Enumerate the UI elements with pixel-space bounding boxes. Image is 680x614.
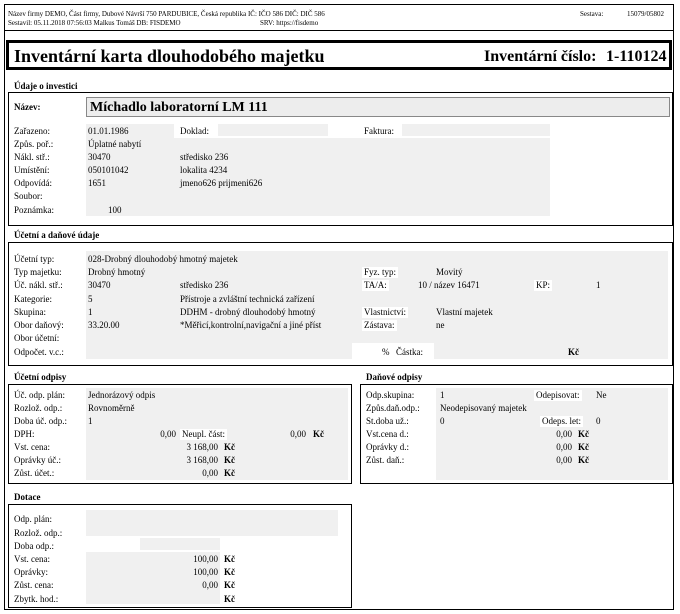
uc-plan-label: Úč. odp. plán: (14, 390, 65, 400)
dotace-fill-doba (140, 538, 220, 550)
fyz-value: Movitý (436, 267, 463, 277)
uc-opravky-value: 3 168,00 (186, 455, 218, 465)
nazev-value: Míchadlo laboratorní LM 111 (90, 100, 268, 115)
uc-opravky-label: Oprávky úč.: (14, 455, 61, 465)
uc-vst-label: Vst. cena: (14, 442, 50, 452)
obor-text: *Měřicí,kontrolní,navigační a jiné příst (180, 320, 322, 330)
sestava-label: Sestava: (580, 10, 604, 18)
d-vst-label: Vst.cena d.: (366, 429, 409, 439)
section-ucetni-odpisy-title: Účetní odpisy (14, 372, 67, 382)
nakl-label: Nákl. stř.: (14, 152, 50, 162)
dot-vst-label: Vst. cena: (14, 554, 50, 564)
d-odepisovat-label: Odepisovat: (536, 390, 580, 400)
uc-rozloz-label: Rozlož. odp.: (14, 403, 63, 413)
uc-opravky-currency: Kč (224, 455, 235, 465)
odpovida-value: 1651 (88, 178, 106, 188)
uc-neupl-currency: Kč (313, 429, 324, 439)
zastava-value: ne (436, 320, 445, 330)
dot-zust-currency: Kč (224, 580, 235, 590)
odpocet-label: Odpočet. v.c.: (14, 347, 64, 357)
kategorie-label: Kategorie: (14, 294, 52, 304)
kategorie-value: 5 (88, 294, 93, 304)
skupina-label: Skupina: (14, 307, 47, 317)
section-investice-title: Údaje o investici (14, 81, 78, 91)
nakl-value: 30470 (88, 152, 111, 162)
pct-label: % (382, 347, 390, 357)
d-opravky-currency: Kč (578, 442, 589, 452)
zpusob-label: Způs. poř.: (14, 139, 54, 149)
zarazeno-value: 01.01.1986 (88, 126, 129, 136)
uc-zust-currency: Kč (224, 468, 235, 478)
uc-neupl-value: 0,00 (290, 429, 306, 439)
doklad-fill (218, 124, 328, 136)
uc-vst-value: 3 168,00 (186, 442, 218, 452)
zarazeno-label: Zařazeno: (14, 126, 50, 136)
d-doba-label: St.doba už.: (366, 416, 409, 426)
dot-zust-label: Zůst. cena: (14, 580, 54, 590)
obor-label: Obor daňový: (14, 320, 64, 330)
kp-label: KP: (536, 280, 551, 290)
odpovida-label: Odpovídá: (14, 178, 52, 188)
umisteni-text: lokalita 4234 (180, 165, 228, 175)
dot-opravky-currency: Kč (224, 567, 235, 577)
uc-zust-label: Zůst. účet.: (14, 468, 55, 478)
sestava-value: 15079/05802 (627, 10, 664, 18)
odpovida-text: jmeno626 prijmeni626 (180, 178, 263, 188)
poznamka-value: 100 (108, 205, 122, 215)
ucnakl-label: Úč. nákl. stř.: (14, 280, 63, 290)
dot-zust-value: 0,00 (202, 580, 218, 590)
kategorie-text: Přístroje a zvláštní technická zařízení (180, 294, 315, 304)
vlastnictvi-label: Vlastnictví: (364, 307, 406, 317)
dot-opravky-label: Oprávky: (14, 567, 48, 577)
inventory-number-label: Inventární číslo: (484, 48, 597, 65)
umisteni-value: 050101042 (88, 165, 129, 175)
d-odepisovat-value: Ne (596, 390, 607, 400)
dot-rozloz-label: Rozlož. odp.: (14, 528, 63, 538)
dot-vst-value: 100,00 (193, 554, 218, 564)
company-line: Název firmy DEMO, Část firmy, Dubové Návrší 750 PARDUBICE, Česká republika IČ: IČO 586 DIČ: DIČ 586 (8, 10, 325, 18)
castka-currency: Kč (568, 347, 579, 357)
ucnakl-value: 30470 (88, 280, 111, 290)
uc-dph-label: DPH: (14, 429, 35, 439)
investice-fill-right (166, 138, 550, 216)
uc-doba-value: 1 (88, 416, 93, 426)
d-opravky-value: 0,00 (556, 442, 572, 452)
faktura-label: Faktura: (364, 126, 394, 136)
dot-opravky-value: 100,00 (193, 567, 218, 577)
dot-doba-label: Doba odp.: (14, 541, 54, 551)
srv-line: SRV: https://fisdemo (260, 19, 319, 27)
uc-rozloz-value: Rovnoměrně (88, 403, 135, 413)
ta-value: 10 / název 16471 (418, 280, 480, 290)
vlastnictvi-value: Vlastní majetek (436, 307, 493, 317)
doklad-label: Doklad: (180, 126, 209, 136)
nakl-text: středisko 236 (180, 152, 229, 162)
dot-zbytk-currency: Kč (224, 594, 235, 604)
d-zpusob-value: Neodepisovaný majetek (440, 403, 527, 413)
d-opravky-label: Oprávky d.: (366, 442, 409, 452)
ucetni-typ-label: Účetní typ: (14, 254, 55, 264)
skupina-value: 1 (88, 307, 93, 317)
d-doba-value: 0 (440, 416, 445, 426)
dot-plan-label: Odp. plán: (14, 514, 52, 524)
dot-vst-currency: Kč (224, 554, 235, 564)
oborucetni-label: Obor účetní: (14, 333, 60, 343)
obor-value: 33.20.00 (88, 320, 120, 330)
soubor-label: Soubor: (14, 191, 43, 201)
poznamka-label: Poznámka: (14, 205, 54, 215)
typmaj-label: Typ majetku: (14, 267, 62, 277)
faktura-fill (402, 124, 550, 136)
uc-zust-value: 0,00 (202, 468, 218, 478)
umisteni-label: Umístění: (14, 165, 50, 175)
dotace-fill-top (86, 510, 338, 536)
castka-label: Částka: (396, 347, 423, 357)
section-danove-odpisy-title: Daňové odpisy (366, 372, 423, 382)
d-odeps-value: 0 (596, 416, 601, 426)
assembled-line: Sestavil: 05.11.2018 07:56:03 Malkus Tomáš DB: FISDEMO (8, 19, 181, 27)
uc-dph-value: 0,00 (160, 429, 176, 439)
inventory-number-value: 1-110124 (606, 48, 667, 65)
uc-vst-currency: Kč (224, 442, 235, 452)
page-title: Inventární karta dlouhodobého majetku (14, 46, 325, 66)
skupina-text: DDHM - drobný dlouhodobý hmotný (180, 307, 316, 317)
d-zust-label: Zůst. daň.: (366, 455, 405, 465)
uc-plan-value: Jednorázový odpis (88, 390, 156, 400)
header-divider (4, 30, 674, 31)
d-zust-value: 0,00 (556, 455, 572, 465)
ta-label: TA/A: (364, 280, 387, 290)
d-vst-value: 0,00 (556, 429, 572, 439)
dot-zbytk-label: Zbytk. hod.: (14, 594, 59, 604)
typmaj-value: Drobný hmotný (88, 267, 146, 277)
section-ucetni-title: Účetní a daňové údaje (14, 230, 100, 240)
d-odeps-label: Odeps. let: (542, 416, 581, 426)
d-zpusob-label: Způs.daň.odp.: (366, 403, 420, 413)
zastava-label: Zástava: (364, 320, 395, 330)
fyz-label: Fyz. typ: (364, 267, 397, 277)
nazev-label: Název: (14, 102, 41, 112)
zpusob-value: Úplatné nabytí (88, 139, 142, 149)
d-vst-currency: Kč (578, 429, 589, 439)
d-skupina-label: Odp.skupina: (366, 390, 415, 400)
d-zust-currency: Kč (578, 455, 589, 465)
ucetni-typ-value: 028-Drobný dlouhodobý hmotný majetek (88, 254, 238, 264)
d-skupina-value: 1 (440, 390, 445, 400)
section-dotace-title: Dotace (14, 492, 41, 502)
ucnakl-text: středisko 236 (180, 280, 229, 290)
uc-doba-label: Doba úč. odp.: (14, 416, 67, 426)
kp-value: 1 (596, 280, 601, 290)
uc-neupl-label: Neupl. část: (182, 429, 225, 439)
